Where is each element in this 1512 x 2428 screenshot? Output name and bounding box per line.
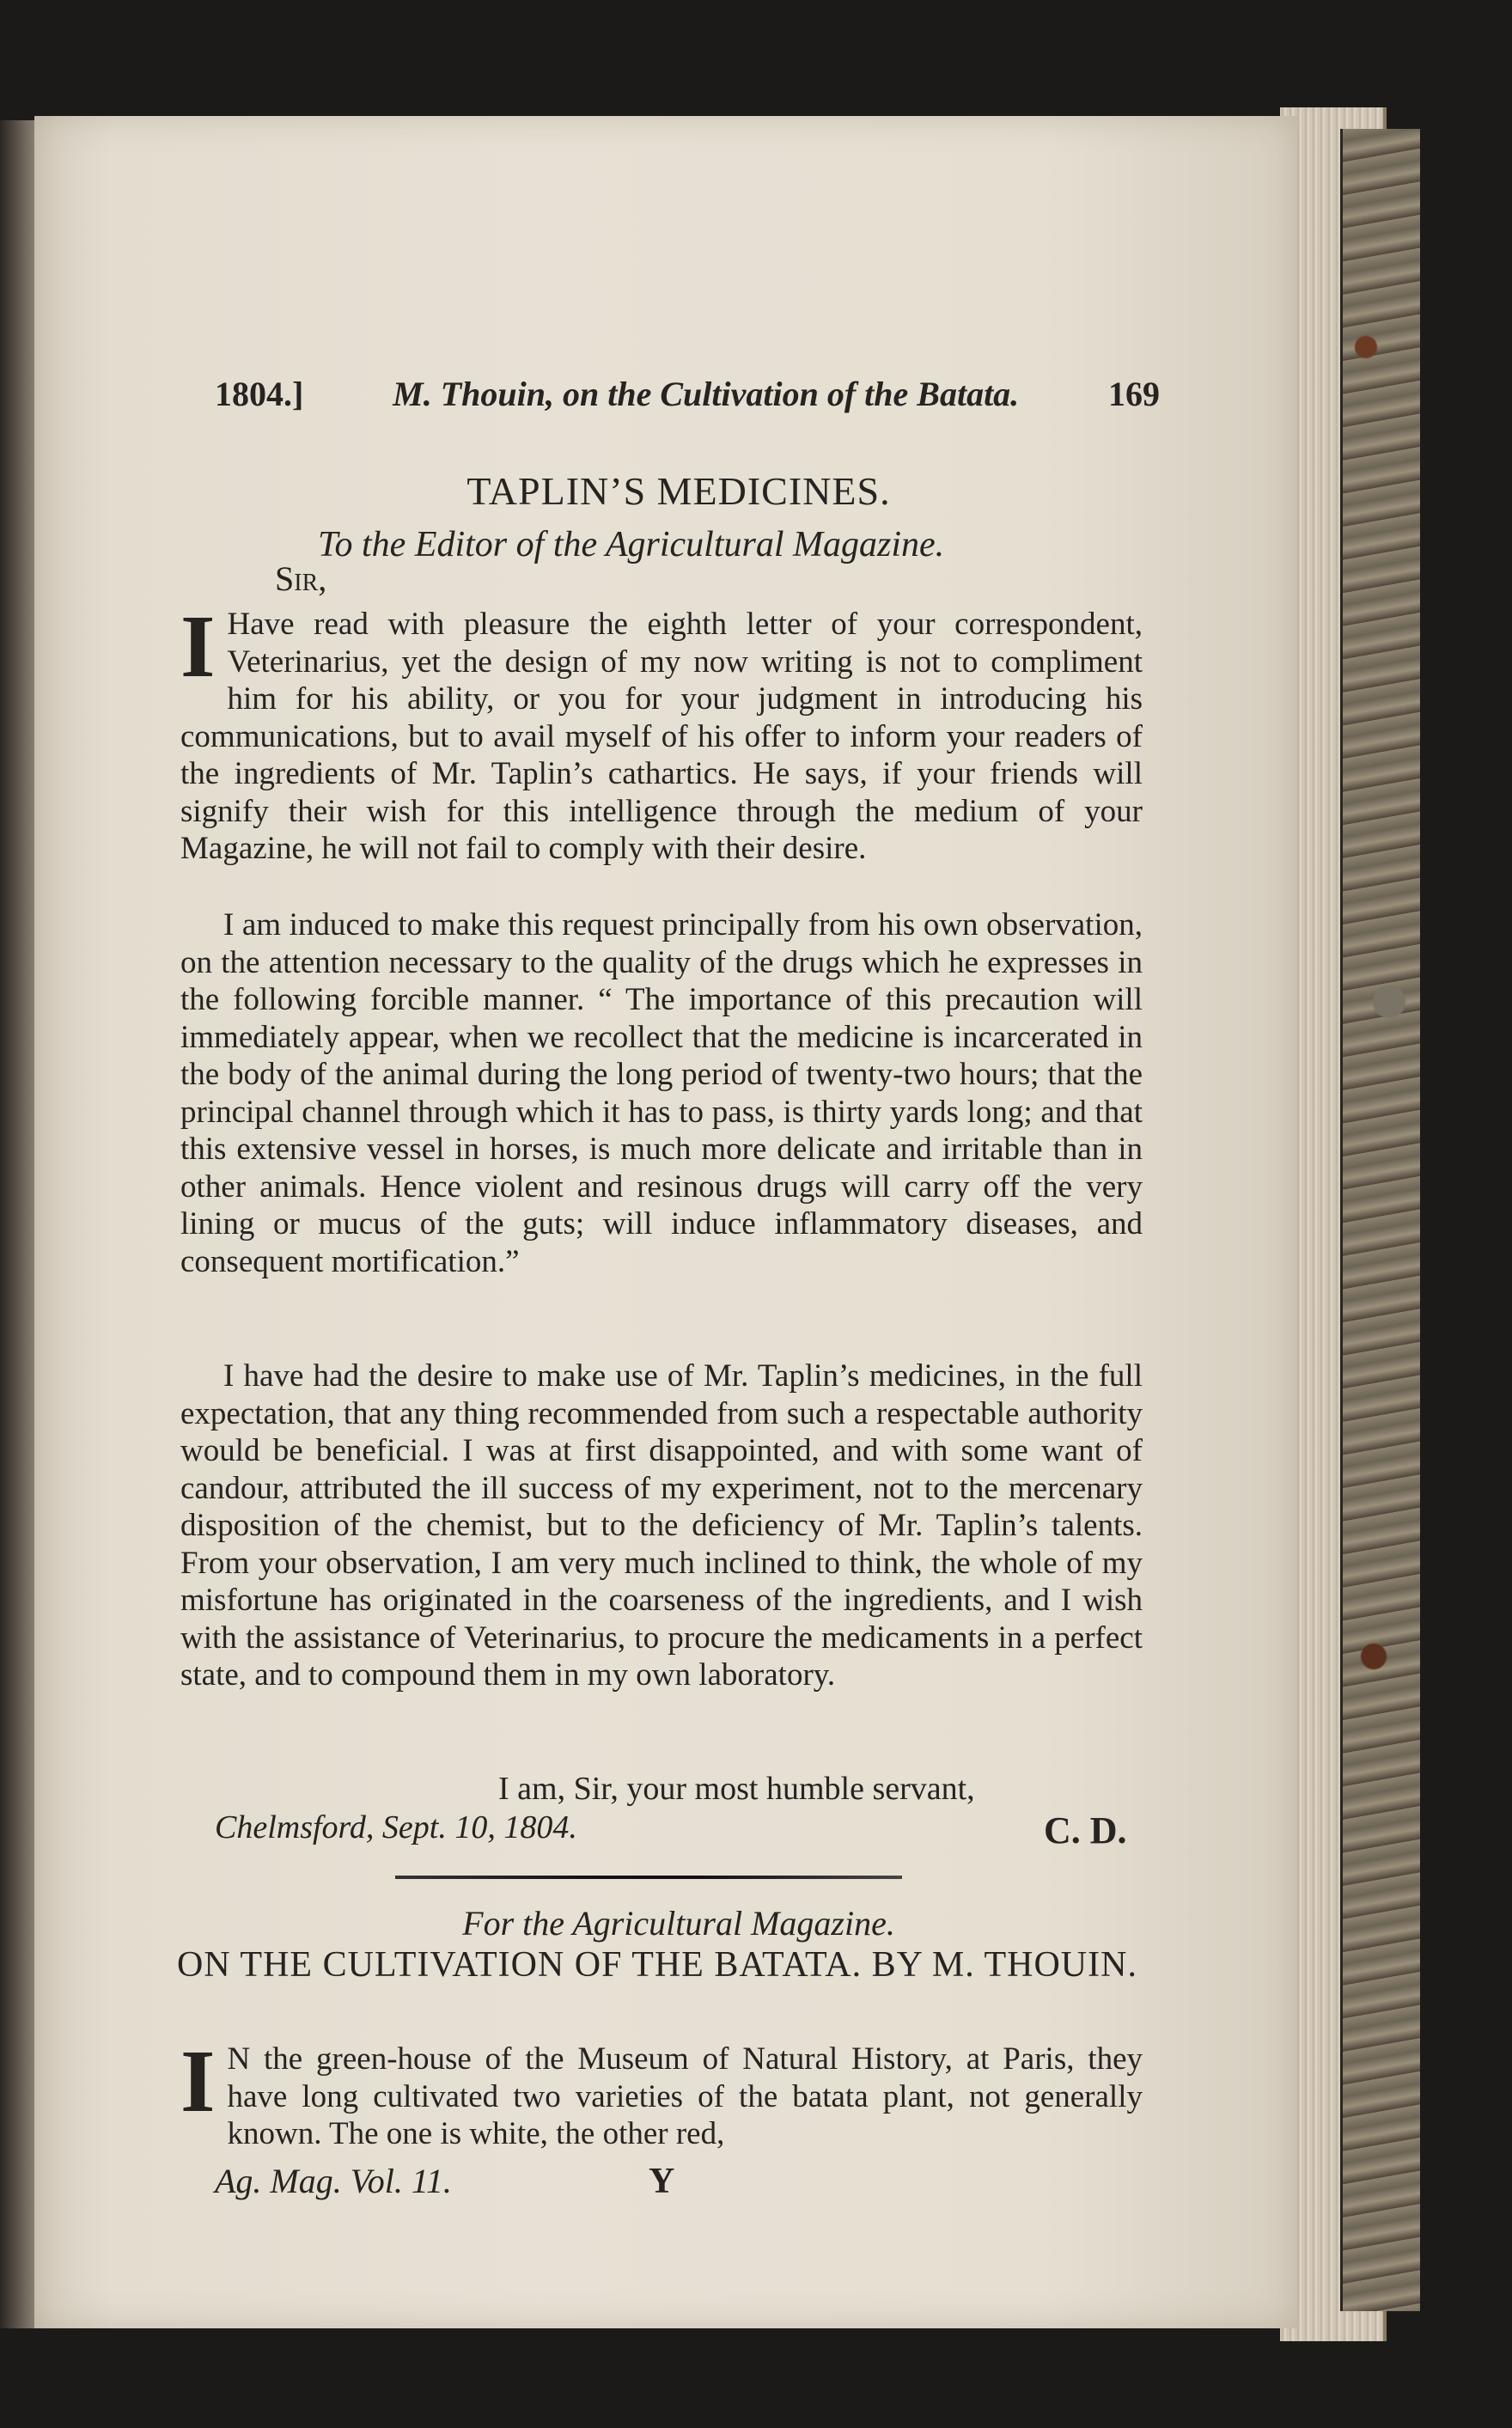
paragraph-2: I am induced to make this request principally from his own observation, on the attention necessary to the quality of the drugs which he expresses in the following forcible manner. “ The importance of this precaution will immediately appear, when we recollect that the medicine is incarcerated in the body of the animal during the long period of twenty-two hours; that the principal channel through which it has to pass, is thirty yards long; and that this extensive vessel in horses, is much more delicate and irritable than in other animals. Hence violent and resinous drugs will carry off the very lining or mucus of the guts; will induce inflammatory diseases, and consequent mortification.” [180, 907, 1143, 1279]
running-head [215, 374, 1160, 414]
page-number: 169 [1108, 375, 1160, 413]
drop-cap: I [180, 597, 216, 696]
article-2-paragraph-1 [180, 2032, 1143, 2153]
article-heading: TAPLIN’S MEDICINES. [466, 469, 891, 513]
salutation: Sir, [275, 559, 327, 598]
footer-signature-mark: Y [649, 2162, 675, 2201]
section-divider [395, 1876, 902, 1879]
book-page [34, 116, 1297, 2328]
article-2-title: ON THE CULTIVATION OF THE BATATA. BY M. THOUIN. [177, 1945, 1137, 1985]
page-content [34, 116, 1297, 2328]
letter-initials: C. D. [1044, 1809, 1127, 1852]
drop-cap-2: I [180, 2032, 216, 2131]
editor-address: To the Editor of the Agricultural Magazine. [318, 525, 945, 564]
footer-volume: Ag. Mag. Vol. 11. [215, 2162, 452, 2200]
paragraph-3: I have had the desire to make use of Mr. Taplin’s medicines, in the full expectation, that any thing recommended from such a respectable authority would be beneficial. I was at first disappointed, and with some want of candour, attributed the ill success of my experiment, not to the mercenary disposition of the chemist, but to the deficiency of Mr. Taplin’s talents. From your observation, I am very much inclined to think, the whole of my misfortune has originated in the coarseness of the ingredients, and I wish with the assistance of Veterinarius, to procure the medicaments in a perfect state, and to compound them in my own laboratory. [180, 1358, 1143, 1693]
paragraph-1-text: Have read with pleasure the eighth letter of your correspondent, Veterinarius, yet the design of my now writing is not to compliment him for his ability, or you for your judgment in introducing his communications, but to avail myself of his offer to inform your readers of the ingredients of Mr. Taplin’s cathartics. He says, if your friends will signify their wish for this intelligence through the medium of your Magazine, he will not fail to comply with their desire. [180, 607, 1143, 866]
paragraph-1 [180, 597, 1143, 868]
letter-place-date: Chelmsford, Sept. 10, 1804. [215, 1809, 577, 1845]
article-2-paragraph-1-text: N the green-house of the Museum of Natural History, at Paris, they have long cultivated two varieties of the batata plant, not generally known. The one is white, the other red, [227, 2041, 1143, 2151]
for-magazine-line: For the Agricultural Magazine. [462, 1904, 895, 1943]
letter-closing: I am, Sir, your most humble servant, [498, 1771, 975, 1807]
marbled-cover-edge [1340, 129, 1420, 2311]
running-head-year: 1804.] [215, 375, 304, 413]
running-head-title: M. Thouin, on the Cultivation of the Batata. [393, 375, 1020, 413]
